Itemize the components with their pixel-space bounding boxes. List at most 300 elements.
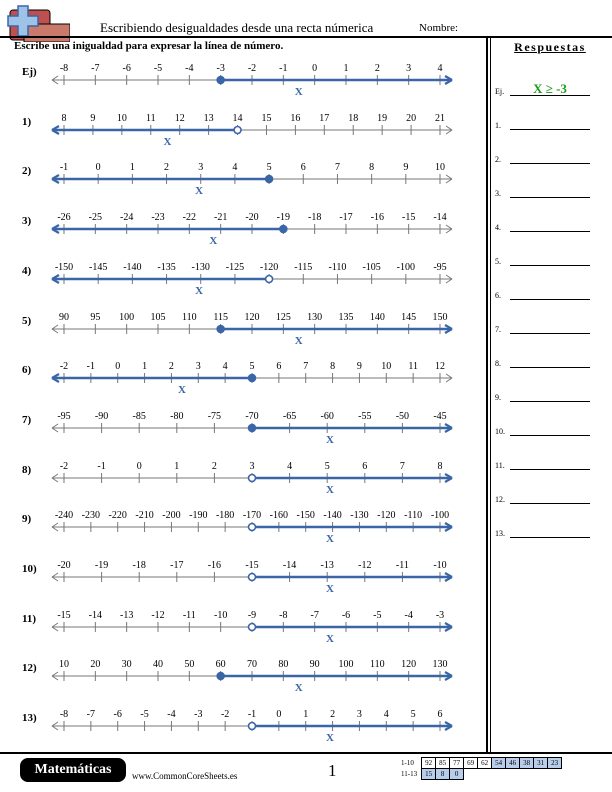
score-cell: 85	[436, 758, 450, 769]
tick-label: -14	[282, 560, 297, 571]
tick-label: -65	[282, 410, 297, 422]
tick-label: 95	[90, 311, 101, 323]
tick-label: 0	[115, 361, 121, 373]
tick-label: -10	[213, 609, 228, 621]
tick-label: -16	[207, 560, 222, 571]
tick-label: 1	[303, 709, 309, 721]
answer-row	[495, 452, 605, 470]
tick-label: 2	[211, 460, 217, 472]
tick-label: 15	[261, 112, 272, 124]
tick-label: 12	[174, 112, 185, 124]
tick-label: -11	[395, 560, 409, 571]
tick-label: -130	[191, 261, 210, 273]
tick-label: -100	[396, 261, 415, 273]
answer-number: 5.	[495, 257, 501, 266]
tick-label: 50	[184, 659, 195, 671]
answer-row	[495, 316, 605, 334]
tick-label: 13	[203, 112, 214, 124]
tick-label: -15	[57, 609, 71, 621]
tick-label: -12	[358, 560, 372, 571]
answer-field[interactable]: X ≥ -3	[510, 82, 590, 96]
tick-label: 6	[300, 162, 306, 174]
tick-label: -135	[157, 261, 176, 273]
answer-row	[495, 418, 605, 436]
tick-label: -220	[108, 510, 127, 522]
variable-label: X	[163, 135, 172, 148]
tick-label: 130	[307, 311, 323, 323]
answer-field[interactable]	[510, 524, 590, 538]
tick-label: 9	[356, 361, 362, 373]
closed-point	[217, 673, 224, 680]
tick-label: 3	[198, 162, 204, 174]
number-line	[50, 62, 454, 96]
answer-row	[495, 146, 605, 164]
answer-number: 6.	[495, 291, 501, 300]
tick-label: -70	[245, 410, 259, 422]
score-cell: 46	[506, 758, 520, 769]
open-point	[249, 474, 256, 481]
tick-label: 21	[435, 112, 445, 124]
score-row-label: 1-10	[401, 759, 414, 767]
tick-label: -140	[323, 510, 342, 522]
answer-number: 10.	[495, 427, 505, 436]
tick-label: 80	[278, 659, 289, 671]
tick-label: 60	[215, 659, 226, 671]
score-cell: 54	[492, 758, 506, 769]
variable-label: X	[326, 433, 334, 446]
tick-label: -6	[113, 709, 122, 721]
tick-label: -1	[97, 460, 106, 472]
problem-label: 6)	[22, 364, 32, 377]
tick-label: 0	[276, 709, 282, 721]
problem-label: Ej)	[22, 66, 37, 78]
tick-label: 12	[435, 361, 445, 373]
problem-label: 8)	[22, 463, 32, 476]
tick-label: 9	[90, 112, 96, 124]
problem-label: 9)	[22, 513, 32, 526]
tick-label: 90	[59, 311, 69, 323]
number-line	[50, 609, 454, 643]
score-table	[398, 757, 562, 780]
variable-label: X	[326, 483, 334, 496]
tick-label: -7	[91, 63, 100, 74]
problem-label: 5)	[22, 314, 32, 327]
tick-label: 145	[401, 311, 417, 323]
tick-label: -180	[215, 510, 235, 522]
answer-field[interactable]	[510, 388, 590, 402]
tick-label: 4	[222, 361, 228, 373]
tick-label: -75	[207, 410, 222, 422]
tick-label: -9	[247, 609, 257, 621]
answer-row	[495, 180, 605, 198]
header-divider	[0, 36, 612, 38]
tick-label: -150	[54, 261, 74, 273]
answer-number: 3.	[495, 189, 501, 198]
tick-label: 10	[381, 361, 392, 373]
tick-label: -22	[182, 212, 197, 224]
answer-number: 13.	[495, 529, 505, 538]
variable-label: X	[195, 185, 204, 198]
tick-label: -95	[433, 261, 447, 273]
tick-label: -5	[373, 609, 382, 621]
number-line	[50, 509, 454, 546]
tick-label: -6	[122, 63, 131, 74]
score-cell: 0	[450, 769, 464, 780]
tick-label: -11	[182, 609, 196, 621]
tick-label: 3	[249, 460, 255, 472]
tick-label: -2	[247, 63, 257, 74]
tick-label: 9	[403, 162, 409, 174]
tick-label: 2	[164, 162, 170, 174]
variable-label: X	[326, 732, 334, 745]
tick-label: -20	[57, 560, 71, 571]
answer-number: 2.	[495, 155, 501, 164]
tick-label: 14	[232, 112, 243, 124]
tick-label: 4	[287, 460, 293, 472]
tick-label: 100	[338, 659, 354, 671]
tick-label: -4	[185, 63, 194, 74]
problem-label: 7)	[22, 413, 32, 426]
answer-field[interactable]	[510, 320, 590, 334]
number-line	[50, 708, 454, 745]
tick-label: 8	[330, 361, 336, 373]
tick-label: -125	[225, 261, 245, 273]
tick-label: -4	[404, 609, 413, 621]
tick-label: -90	[94, 410, 109, 422]
answers-title: Respuestas	[514, 40, 586, 54]
tick-label: -8	[59, 63, 69, 74]
tick-label: -26	[57, 212, 71, 224]
tick-label: -50	[395, 410, 410, 422]
tick-label: -7	[310, 609, 319, 621]
closed-point	[266, 176, 273, 183]
tick-label: 0	[136, 460, 142, 472]
tick-label: -25	[88, 212, 103, 224]
problem-label: 12)	[22, 662, 37, 675]
tick-label: 17	[319, 112, 330, 124]
tick-label: 5	[410, 709, 416, 721]
tick-label: 3	[356, 709, 362, 721]
tick-label: 100	[119, 311, 135, 323]
tick-label: 90	[309, 659, 320, 671]
tick-label: -16	[370, 212, 385, 224]
tick-label: 4	[232, 162, 238, 174]
tick-label: 70	[247, 659, 257, 671]
number-line	[50, 112, 454, 146]
tick-label: -130	[350, 510, 369, 522]
tick-label: 3	[195, 361, 201, 373]
tick-label: -80	[170, 410, 184, 422]
number-line	[50, 658, 454, 695]
answer-row	[495, 112, 605, 130]
score-cell: 69	[464, 758, 478, 769]
score-cell: 38	[520, 758, 534, 769]
tick-label: -95	[57, 410, 71, 422]
tick-label: -210	[135, 510, 154, 522]
score-cell: 77	[450, 758, 464, 769]
tick-label: 2	[374, 63, 380, 74]
open-point	[249, 723, 256, 730]
tick-label: -15	[245, 560, 259, 571]
tick-label: -1	[86, 361, 96, 373]
score-cell: 8	[436, 769, 450, 780]
page-title: Escribiendo desigualdades desde una recta númerica	[100, 20, 374, 35]
variable-label: X	[294, 334, 303, 347]
closed-point	[280, 226, 287, 233]
tick-label: 19	[377, 112, 388, 124]
answer-number: 9.	[495, 393, 501, 402]
answer-field[interactable]	[510, 490, 590, 504]
tick-label: 16	[290, 112, 301, 124]
answer-field[interactable]	[510, 218, 590, 232]
score-row	[398, 758, 562, 769]
tick-label: -20	[245, 212, 259, 224]
tick-label: -150	[296, 510, 315, 522]
tick-label: -115	[294, 261, 313, 273]
page-number: 1	[328, 761, 337, 780]
tick-label: -230	[81, 510, 101, 522]
tick-label: -10	[433, 560, 447, 571]
answer-field[interactable]	[510, 184, 590, 198]
tick-label: -13	[119, 609, 134, 621]
tick-label: -145	[89, 261, 108, 273]
tick-label: -1	[279, 63, 288, 74]
closed-point	[217, 325, 224, 332]
tick-label: 30	[121, 659, 132, 671]
number-line	[50, 559, 454, 593]
tick-label: -160	[269, 510, 289, 522]
tick-label: -17	[339, 212, 353, 224]
variable-label: X	[178, 384, 186, 397]
tick-label: -1	[247, 709, 257, 721]
open-point	[249, 623, 256, 630]
variable-label: X	[294, 682, 303, 695]
tick-label: 8	[369, 162, 375, 174]
name-label: Nombre:	[419, 22, 459, 34]
tick-label: 125	[275, 311, 291, 323]
tick-label: 40	[153, 659, 163, 671]
tick-label: -85	[132, 410, 146, 422]
tick-label: -100	[430, 510, 450, 522]
tick-label: 1	[142, 361, 148, 373]
score-row-label: 11-13	[401, 770, 418, 778]
tick-label: 105	[150, 311, 166, 323]
answer-field[interactable]	[510, 150, 590, 164]
number-line	[50, 211, 454, 248]
answer-number: Ej.	[495, 87, 505, 96]
tick-label: -6	[341, 609, 351, 621]
tick-label: 4	[383, 709, 389, 721]
tick-label: -110	[328, 261, 347, 273]
tick-label: 6	[276, 361, 282, 373]
tick-label: 2	[168, 361, 174, 373]
tick-label: 20	[90, 659, 101, 671]
tick-label: -8	[59, 709, 69, 721]
tick-label: 7	[399, 460, 405, 472]
open-point	[266, 275, 273, 282]
score-cell: 15	[422, 769, 436, 780]
tick-label: -8	[279, 609, 288, 621]
answer-field[interactable]	[510, 252, 590, 266]
problem-label: 13)	[22, 712, 37, 725]
tick-label: 5	[324, 460, 330, 472]
answer-row	[495, 214, 605, 232]
tick-label: 6	[362, 460, 368, 472]
instructions: Escribe una inigualdad para expresar la línea de número.	[14, 40, 284, 52]
variable-label: X	[195, 284, 204, 297]
tick-label: -190	[189, 510, 208, 522]
brand-badge: Matemáticas	[20, 758, 126, 782]
closed-point	[217, 77, 224, 84]
answer-number: 4.	[495, 223, 501, 232]
problem-label: 11)	[22, 612, 37, 625]
tick-label: 5	[266, 162, 272, 174]
answer-number: 12.	[495, 495, 505, 504]
tick-label: -14	[433, 212, 447, 224]
tick-label: -60	[320, 410, 334, 422]
tick-label: -3	[435, 609, 445, 621]
tick-label: -3	[216, 63, 225, 74]
answer-row	[495, 486, 605, 504]
tick-label: -4	[167, 709, 176, 721]
tick-label: 1	[129, 162, 135, 174]
tick-label: -18	[132, 560, 146, 571]
problem-label: 1)	[22, 115, 32, 128]
tick-label: -105	[362, 261, 381, 273]
score-cell: 31	[534, 758, 548, 769]
tick-label: 2	[330, 709, 336, 721]
tick-label: 1	[343, 63, 349, 74]
tick-label: -21	[213, 212, 228, 224]
answer-number: 11.	[495, 461, 505, 470]
answer-field[interactable]	[510, 116, 590, 130]
tick-label: -24	[119, 212, 134, 224]
tick-label: 110	[370, 659, 385, 671]
tick-label: 18	[348, 112, 359, 124]
answer-row	[495, 282, 605, 300]
tick-label: 130	[432, 659, 448, 671]
variable-label: X	[294, 86, 303, 98]
closed-point	[249, 424, 256, 431]
tick-label: -240	[54, 510, 74, 522]
open-point	[234, 126, 241, 133]
answer-column-divider-inner	[490, 36, 491, 752]
variable-label: X	[326, 533, 334, 546]
score-cell: 23	[548, 758, 562, 769]
answer-number: 1.	[495, 121, 501, 130]
tick-label: -1	[59, 162, 69, 174]
problem-label: 4)	[22, 264, 32, 277]
tick-label: -110	[404, 510, 423, 522]
number-line	[50, 261, 454, 295]
tick-label: -13	[320, 560, 334, 571]
answer-number: 8.	[495, 359, 501, 368]
answer-field[interactable]	[510, 354, 590, 368]
tick-label: 6	[437, 709, 443, 721]
open-point	[249, 524, 256, 531]
answer-field[interactable]	[510, 422, 590, 436]
score-cell: 62	[478, 758, 492, 769]
tick-label: -5	[140, 709, 149, 721]
answer-number: 7.	[495, 325, 501, 334]
tick-label: -12	[151, 609, 165, 621]
tick-label: 140	[369, 311, 385, 323]
tick-label: -2	[59, 361, 69, 373]
answer-row	[495, 350, 605, 368]
tick-label: -5	[153, 63, 163, 74]
tick-label: 10	[116, 112, 127, 124]
tick-label: -18	[307, 212, 322, 224]
tick-label: -120	[259, 261, 279, 273]
tick-label: -2	[220, 709, 230, 721]
tick-label: 7	[303, 361, 309, 373]
number-line	[50, 311, 454, 345]
footer-divider	[0, 752, 612, 754]
problem-label: 10)	[22, 563, 37, 575]
tick-label: 5	[249, 361, 255, 373]
tick-label: 110	[182, 311, 197, 323]
tick-label: 10	[59, 659, 69, 671]
tick-label: 11	[145, 112, 156, 124]
answer-row	[495, 520, 605, 538]
answer-field[interactable]	[510, 286, 590, 300]
tick-label: 20	[406, 112, 417, 124]
tick-label: -3	[194, 709, 203, 721]
answer-column-divider	[486, 36, 488, 752]
score-row	[398, 769, 562, 780]
variable-label: X	[209, 235, 218, 248]
answer-row	[495, 384, 605, 402]
answer-row	[495, 248, 605, 266]
answer-row	[495, 78, 605, 96]
number-line	[50, 410, 454, 444]
answer-field[interactable]	[510, 456, 590, 470]
score-cell: 92	[422, 758, 436, 769]
tick-label: 0	[95, 162, 101, 174]
website-link[interactable]: www.CommonCoreSheets.es	[132, 771, 238, 781]
tick-label: -14	[88, 609, 103, 621]
problem-label: 3)	[22, 215, 32, 228]
tick-label: -15	[401, 212, 416, 224]
tick-label: 135	[338, 311, 354, 323]
tick-label: 150	[432, 311, 448, 323]
tick-label: 1	[174, 460, 180, 472]
tick-label: -170	[242, 510, 262, 522]
open-point	[249, 574, 256, 581]
tick-label: 115	[213, 311, 228, 323]
tick-label: -23	[151, 212, 165, 224]
tick-label: -7	[86, 709, 96, 721]
tick-label: -140	[123, 261, 142, 273]
variable-label: X	[326, 583, 334, 595]
tick-label: 120	[244, 311, 260, 323]
tick-label: -19	[276, 212, 291, 224]
tick-label: 8	[437, 460, 443, 472]
number-line	[50, 460, 454, 494]
tick-label: -17	[170, 560, 184, 571]
variable-label: X	[326, 632, 334, 645]
tick-label: 0	[312, 63, 318, 74]
tick-label: -120	[377, 510, 396, 522]
tick-label: 120	[401, 659, 417, 671]
tick-label: 8	[61, 112, 67, 124]
closed-point	[249, 375, 256, 382]
tick-label: -200	[162, 510, 181, 522]
tick-label: -19	[94, 560, 109, 571]
tick-label: 11	[408, 361, 418, 373]
tick-label: 7	[334, 162, 340, 174]
tick-label: 4	[437, 63, 443, 74]
